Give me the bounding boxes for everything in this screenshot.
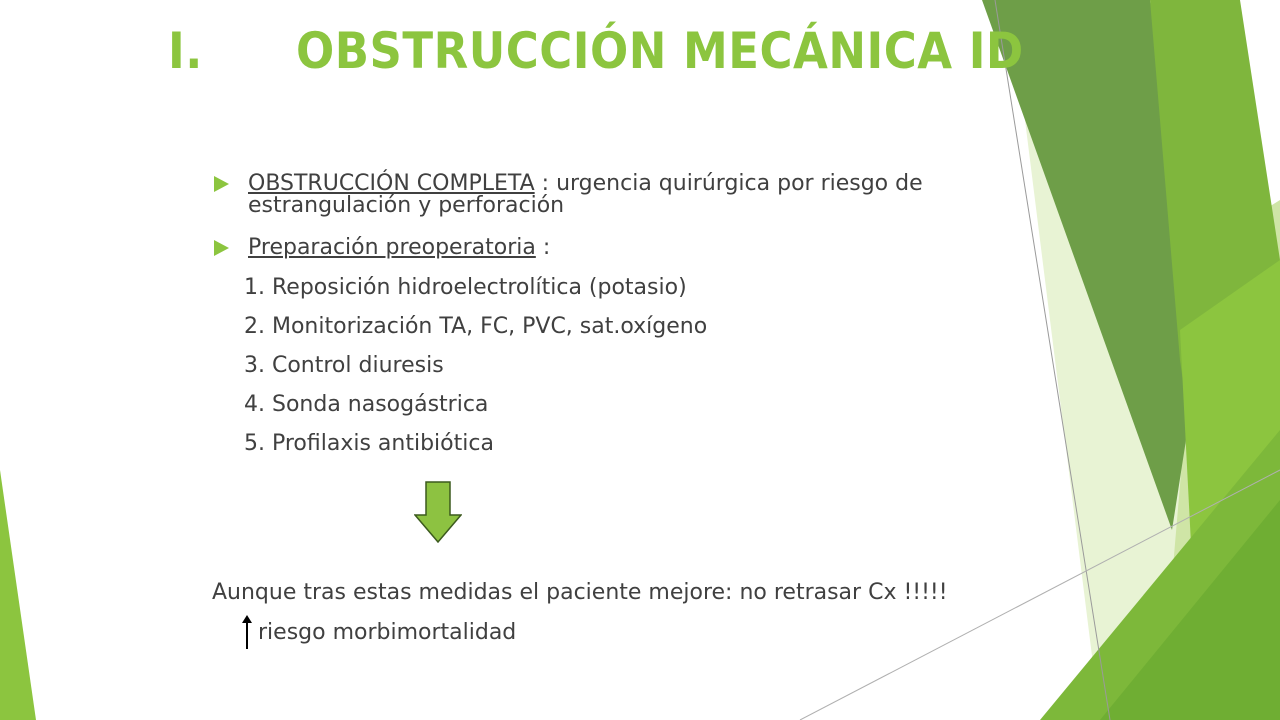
bullet-text bbox=[248, 173, 1008, 217]
bullet-separator: : bbox=[534, 171, 557, 196]
step-item: 2. Monitorización TA, FC, PVC, sat.oxígeno bbox=[244, 314, 708, 339]
up-arrow-icon bbox=[240, 615, 254, 649]
bullet-text bbox=[248, 237, 1008, 259]
left-green-wedge bbox=[0, 470, 36, 720]
bullet-body-line2: estrangulación y perforación bbox=[248, 193, 565, 218]
step-item: 3. Control diuresis bbox=[244, 353, 444, 378]
title-number: I. bbox=[168, 22, 203, 80]
bullet-arrow-icon bbox=[214, 176, 229, 192]
title-text: OBSTRUCCIÓN MECÁNICA ID bbox=[296, 22, 1024, 80]
step-item: 5. Profilaxis antibiótica bbox=[244, 431, 494, 456]
bullet-label: OBSTRUCCIÓN COMPLETA bbox=[248, 171, 535, 196]
risk-text: riesgo morbimortalidad bbox=[258, 620, 517, 645]
step-item: 1. Reposición hidroelectrolítica (potasio) bbox=[244, 275, 687, 300]
bullet-separator: : bbox=[535, 235, 551, 260]
slide-title bbox=[168, 22, 1024, 80]
bullet-body-line1: urgencia quirúrgica por riesgo de bbox=[556, 171, 923, 196]
bullet-label: Preparación preoperatoria bbox=[248, 235, 536, 260]
bullet-arrow-icon bbox=[214, 240, 229, 256]
down-arrow-icon bbox=[414, 481, 462, 543]
step-item: 4. Sonda nasogástrica bbox=[244, 392, 489, 417]
conclusion-note: Aunque tras estas medidas el paciente mejore: no retrasar Cx !!!!! bbox=[212, 580, 948, 605]
